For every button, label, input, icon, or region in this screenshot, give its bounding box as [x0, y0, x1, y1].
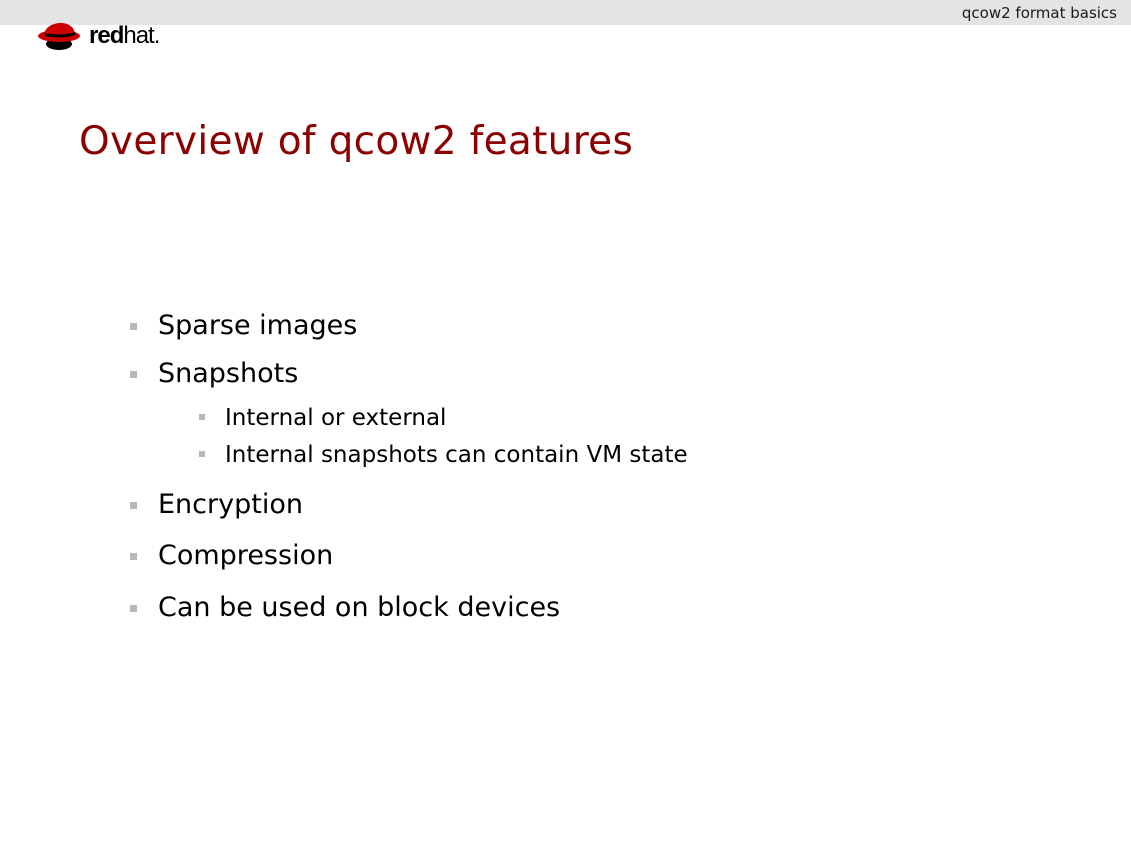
bullet-item [158, 489, 303, 521]
wordmark-light: hat. [123, 22, 160, 49]
sub-bullet-item [225, 441, 688, 469]
bullet-marker [130, 502, 137, 509]
section-label: qcow2 format basics [961, 4, 1117, 22]
sub-bullet-marker [199, 451, 205, 457]
bullet-text: Compression [158, 540, 334, 571]
sub-bullet-text: Internal snapshots can contain VM state [225, 442, 688, 468]
bullet-text: Snapshots [158, 358, 299, 389]
sub-bullet-item [225, 404, 446, 432]
bullet-text: Encryption [158, 489, 303, 520]
slide-title: Overview of qcow2 features [79, 119, 634, 165]
bullet-marker [130, 371, 137, 378]
bullet-text: Sparse images [158, 310, 358, 341]
bullet-marker [130, 553, 137, 560]
sub-bullet-text: Internal or external [225, 405, 447, 431]
bullet-text: Can be used on block devices [158, 592, 561, 623]
bullet-item [158, 592, 560, 624]
bullet-item [158, 358, 298, 390]
bullet-item [158, 540, 333, 572]
bullet-marker [130, 605, 137, 612]
wordmark-bold: red [89, 22, 124, 49]
sub-bullet-marker [199, 414, 205, 420]
bullet-marker [130, 323, 137, 330]
bullet-item [158, 310, 357, 342]
